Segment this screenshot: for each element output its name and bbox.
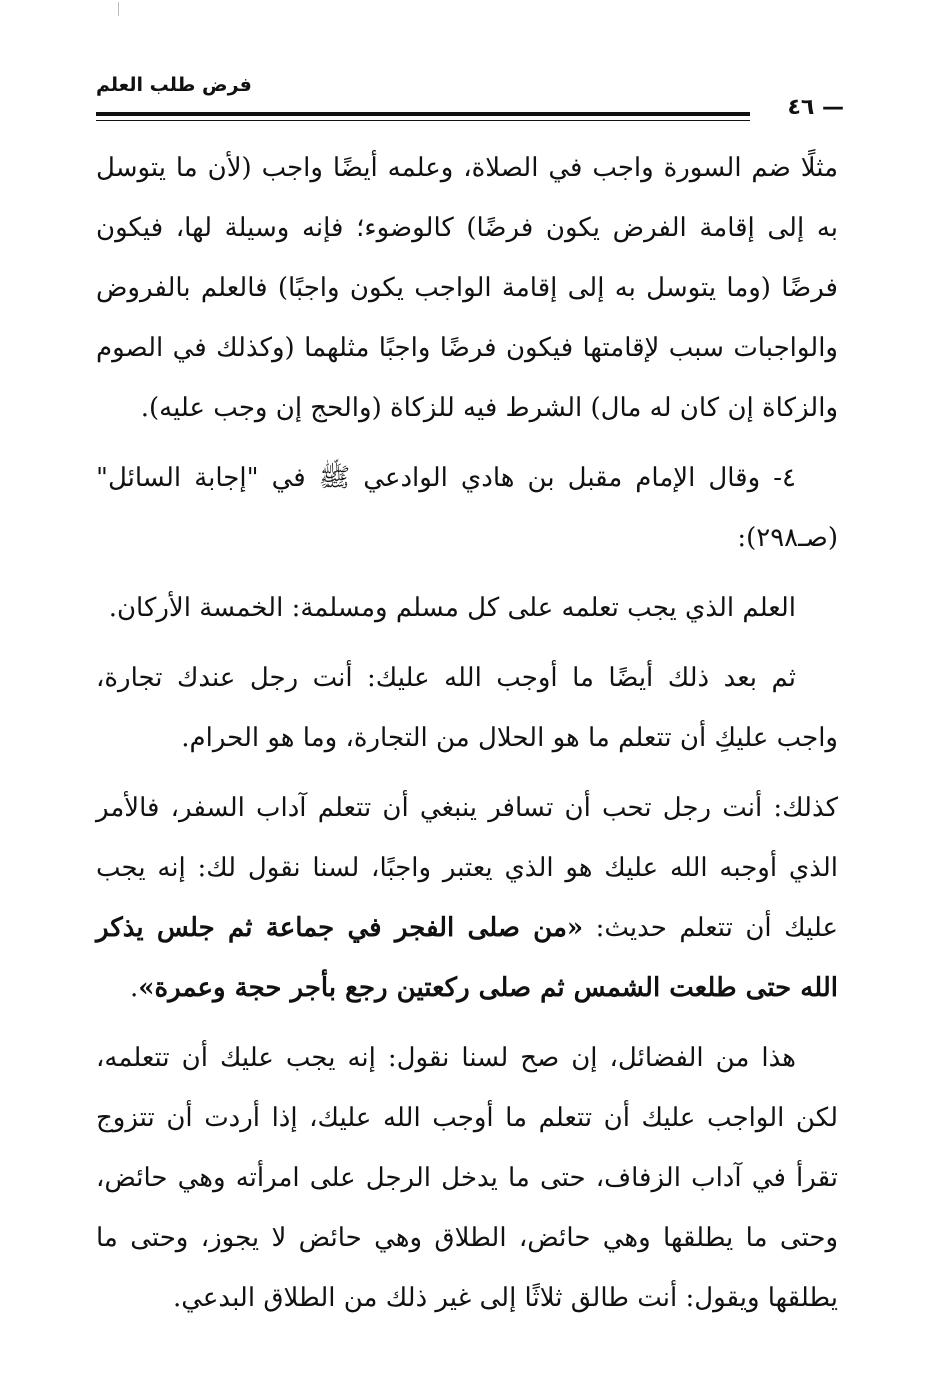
header-rule-thick xyxy=(96,112,750,116)
hadith-quote: «من صلى الفجر في جماعة ثم جلس يذكر الله حتى طلعت الشمس ثم صلى ركعتين رجع بأجر حجة وعمرة» xyxy=(96,913,838,1003)
paragraph-1: مثلًا ضم السورة واجب في الصلاة، وعلمه أيضًا واجب (لأن ما يتوسل به إلى إقامة الفرض يكون فرضًا) كالوضوء؛ فإنه وسيلة لها، فيكون فرضًا (وما يتوسل به إلى إقامة الواجب يكون واجبًا) فالعلم بالفروض والواجبات سبب لإقامتها فيكون فرضًا واجبًا مثلهما (وكذلك في الصوم والزكاة إن كان له مال) الشرط فيه للزكاة (والحج إن وجب عليه). xyxy=(96,153,838,423)
paragraph-5-lead: كذلك: أنت رجل تحب أن تسافر ينبغي أن تتعلم آداب السفر، فالأمر الذي أوجبه الله عليك هو الذي يعتبر واجبًا، لسنا نقول لك: إنه يجب عليك أن تتعلم حديث: xyxy=(96,793,838,943)
paragraph-4: ثم بعد ذلك أيضًا ما أوجب الله عليك: أنت رجل عندك تجارة، واجب عليكِ أن تتعلم ما هو الحلال من التجارة، وما هو الحرام. xyxy=(96,663,838,753)
paragraph-5 xyxy=(96,778,838,1018)
page-number-value: ٤٦ xyxy=(787,95,815,120)
scan-mark xyxy=(118,2,129,16)
header-rule xyxy=(96,112,750,121)
paragraph-5-end: . xyxy=(130,973,139,1003)
body-text xyxy=(96,138,838,1328)
paragraph-2: ٤- وقال الإمام مقبل بن هادي الوادعي ﷺ في "إجابة السائل" (صـ٢٩٨): xyxy=(96,463,838,553)
page-number-dash: — xyxy=(814,95,844,120)
page-number xyxy=(752,95,844,120)
paragraph-6: هذا من الفضائل، إن صح لسنا نقول: إنه يجب عليك أن تتعلمه، لكن الواجب عليك أن تتعلم ما أوجب الله عليك، إذا أردت أن تتزوج تقرأ في آداب الزفاف، حتى ما يدخل الرجل على امرأته وهي حائض، وحتى ما يطلقها وهي حائض، الطلاق وهي حائض لا يجوز، وحتى ما يطلقها ويقول: أنت طالق ثلاثًا إلى غير ذلك من الطلاق البدعي. xyxy=(96,1043,839,1313)
header-rule-thin xyxy=(96,120,750,121)
running-title: فرض طلب العلم xyxy=(96,74,252,96)
paragraph-3: العلم الذي يجب تعلمه على كل مسلم ومسلمة: الخمسة الأركان. xyxy=(108,593,796,623)
